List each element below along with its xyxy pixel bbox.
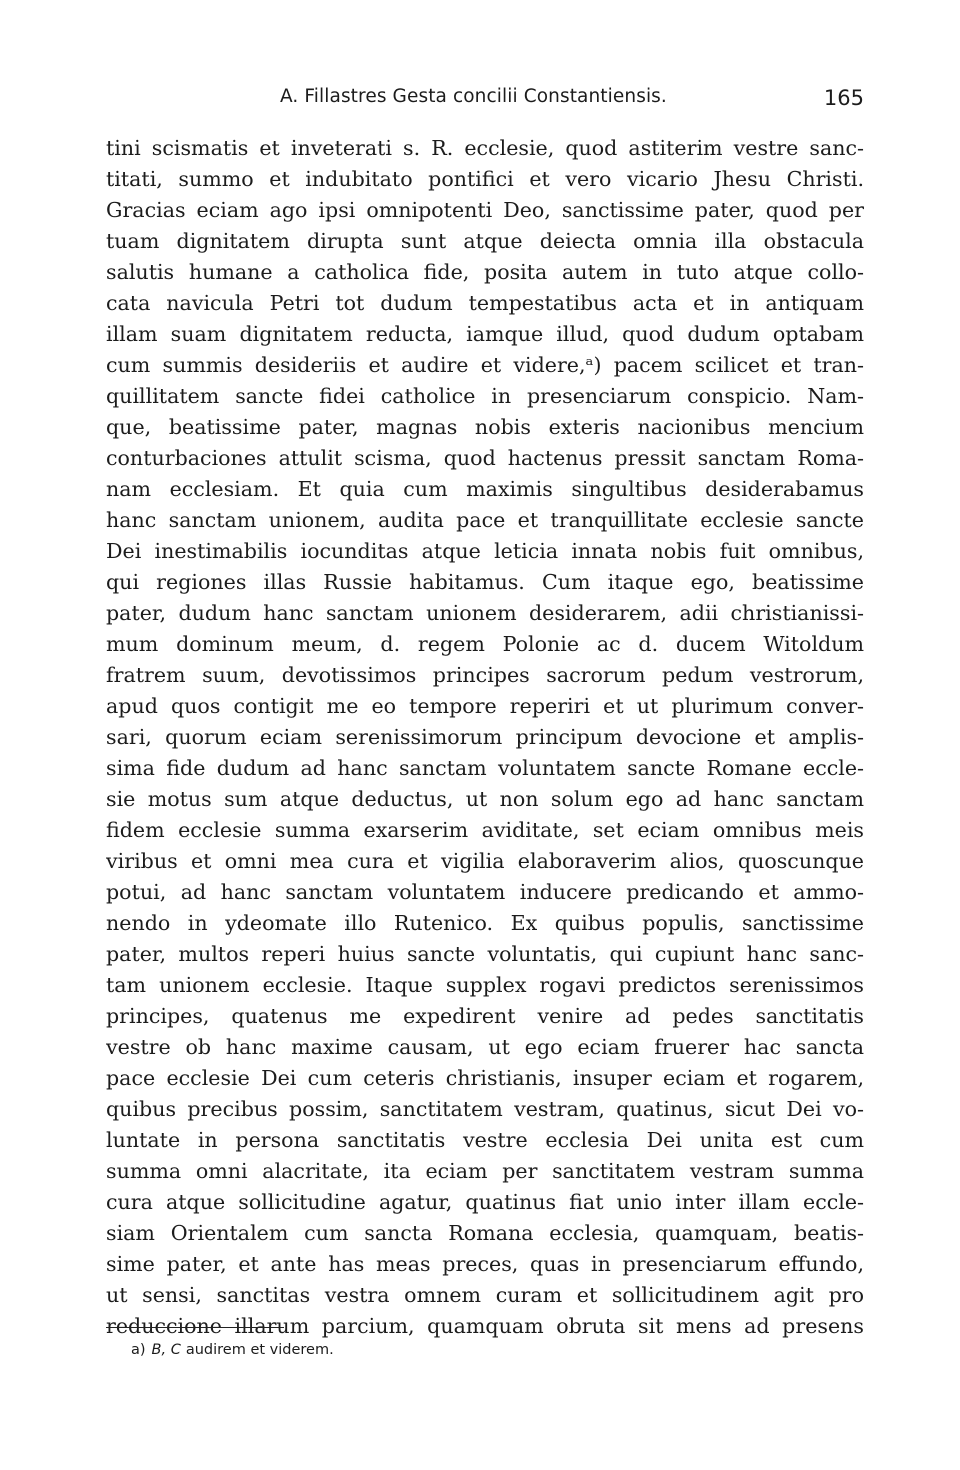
text-line: quillitatem sancte fidei catholice in presenciarum conspicio. Nam- xyxy=(106,384,864,408)
text-line: cura atque sollicitudine agatur, quatinus fiat unio inter illam eccle- xyxy=(106,1190,864,1214)
running-title: A. Fillastres Gesta concilii Constantiensis. xyxy=(280,86,667,107)
text-line: conturbaciones attulit scisma, quod hactenus pressit sanctam Roma- xyxy=(106,446,864,470)
text-line: titati, summo et indubitato pontifici et vero vicario Jhesu Christi. xyxy=(106,167,864,191)
text-line: tam unionem ecclesie. Itaque supplex rogavi predictos serenissimos xyxy=(106,973,864,997)
footnote-text: audirem et viderem. xyxy=(185,1342,334,1358)
text-line: illam suam dignitatem reducta, iamque illud, quod dudum optabam xyxy=(106,322,864,346)
text-line: vestre ob hanc maxime causam, ut ego eciam fruerer hac sancta xyxy=(106,1035,864,1059)
text-line: siam Orientalem cum sancta Romana ecclesia, quamquam, beatis- xyxy=(106,1221,864,1245)
body-text xyxy=(106,133,864,1342)
footnote-mark: a) xyxy=(131,1342,146,1358)
text-line: sime pater, et ante has meas preces, quas in presenciarum effundo, xyxy=(106,1252,864,1276)
text-line: mum dominum meum, d. regem Polonie ac d. ducem Witoldum xyxy=(106,632,864,656)
text-line: fratrem suum, devotissimos principes sacrorum pedum vestrorum, xyxy=(106,663,864,687)
text-line: ut sensi, sanctitas vestra omnem curam et sollicitudinem agit pro xyxy=(106,1283,864,1307)
text-line: sari, quorum eciam serenissimorum principum devocione et amplis- xyxy=(106,725,864,749)
text-line: tini scismatis et inveterati s. R. ecclesie, quod astiterim vestre sanc- xyxy=(106,136,864,160)
text-line: sima fide dudum ad hanc sanctam voluntatem sancte Romane eccle- xyxy=(106,756,864,780)
text-line: hanc sanctam unionem, audita pace et tranquillitate ecclesie sancte xyxy=(106,508,864,532)
footnote xyxy=(131,1342,334,1358)
text-line: viribus et omni mea cura et vigilia elaboraverim alios, quoscunque xyxy=(106,849,864,873)
text-line: Gracias eciam ago ipsi omnipotenti Deo, sanctissime pater, quod per xyxy=(106,198,864,222)
text-line: cum summis desideriis et audire et videre,ᵃ) pacem scilicet et tran- xyxy=(106,353,864,377)
text-line: summa omni alacritate, ita eciam per sanctitatem vestram summa xyxy=(106,1159,864,1183)
text-line: salutis humane a catholica fide, posita autem in tuto atque collo- xyxy=(106,260,864,284)
page-header xyxy=(106,80,866,120)
text-line: pater, dudum hanc sanctam unionem desiderarem, adii christianissi- xyxy=(106,601,864,625)
page-number: 165 xyxy=(823,86,864,110)
footnote-divider xyxy=(106,1327,284,1328)
text-line: tuam dignitatem dirupta sunt atque deiecta omnia illa obstacula xyxy=(106,229,864,253)
text-line: pater, multos reperi huius sancte voluntatis, qui cupiunt hanc sanc- xyxy=(106,942,864,966)
text-line: potui, ad hanc sanctam voluntatem inducere predicando et ammo- xyxy=(106,880,864,904)
text-line: luntate in persona sanctitatis vestre ecclesia Dei unita est cum xyxy=(106,1128,864,1152)
text-line: fidem ecclesie summa exarserim aviditate, set eciam omnibus meis xyxy=(106,818,864,842)
text-line: nam ecclesiam. Et quia cum maximis singultibus desiderabamus xyxy=(106,477,864,501)
text-line: Dei inestimabilis iocunditas atque leticia innata nobis fuit omnibus, xyxy=(106,539,864,563)
text-line: qui regiones illas Russie habitamus. Cum itaque ego, beatissime xyxy=(106,570,864,594)
footnote-sigla: B, C xyxy=(151,1342,181,1358)
text-line: principes, quatenus me expedirent venire ad pedes sanctitatis xyxy=(106,1004,864,1028)
text-line: sie motus sum atque deductus, ut non solum ego ad hanc sanctam xyxy=(106,787,864,811)
text-line: pace ecclesie Dei cum ceteris christianis, insuper eciam et rogarem, xyxy=(106,1066,864,1090)
text-line: quibus precibus possim, sanctitatem vestram, quatinus, sicut Dei vo- xyxy=(106,1097,864,1121)
text-line: reduccione illarum parcium, quamquam obruta sit mens ad presens xyxy=(106,1314,864,1338)
text-line: nendo in ydeomate illo Rutenico. Ex quibus populis, sanctissime xyxy=(106,911,864,935)
text-line: apud quos contigit me eo tempore reperiri et ut plurimum conver- xyxy=(106,694,864,718)
text-line: cata navicula Petri tot dudum tempestatibus acta et in antiquam xyxy=(106,291,864,315)
text-line: que, beatissime pater, magnas nobis exteris nacionibus mencium xyxy=(106,415,864,439)
